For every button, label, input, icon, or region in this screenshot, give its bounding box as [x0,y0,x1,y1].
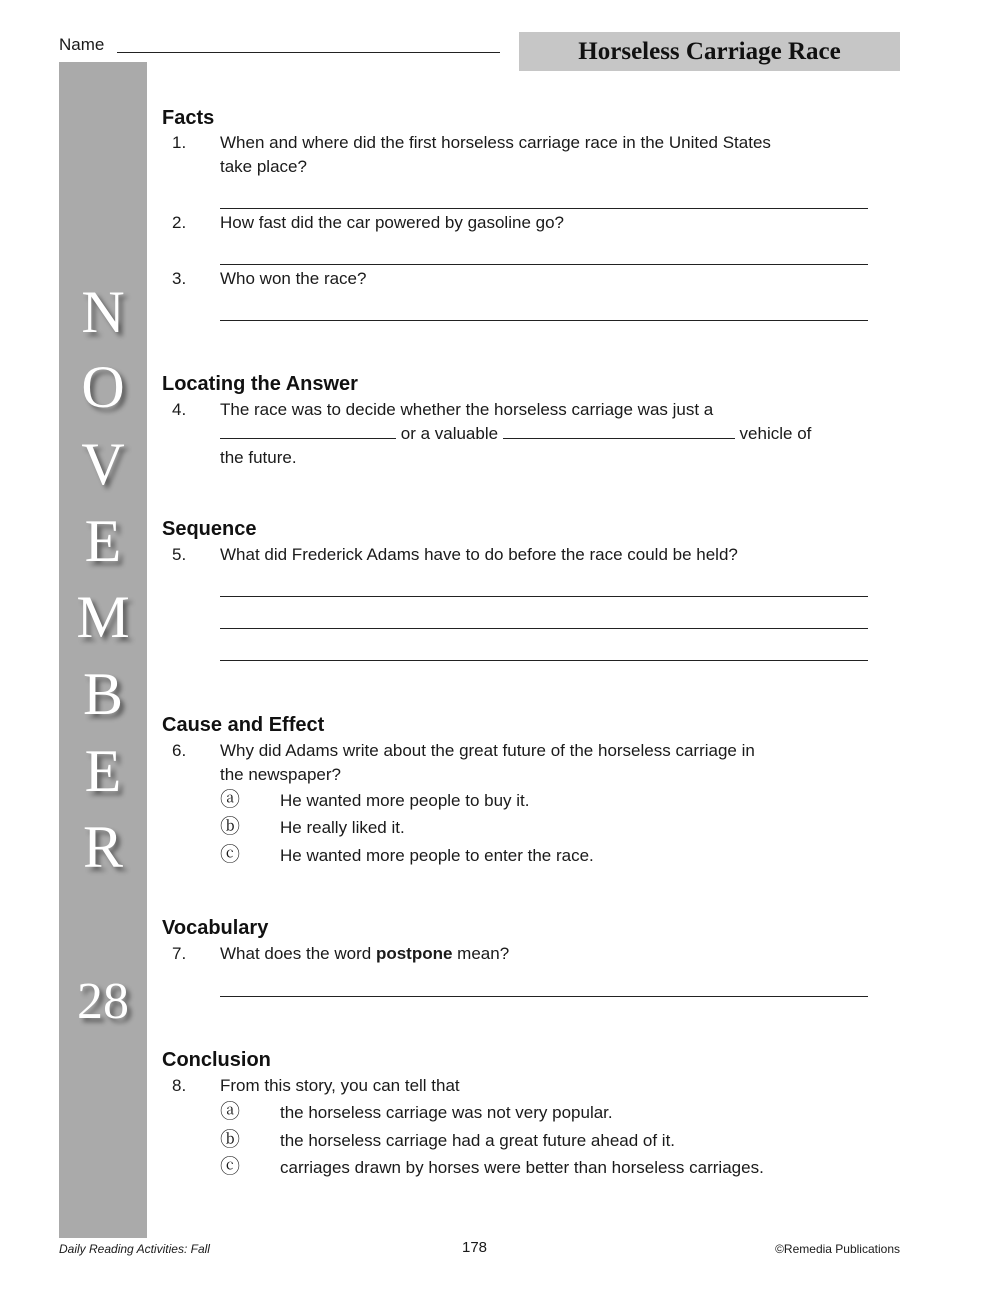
question-1-line-2: take place? [220,157,307,176]
name-label: Name [59,35,105,54]
answer-line-3[interactable] [220,320,868,321]
choice-a-text: He wanted more people to buy it. [280,791,530,810]
question-number: 1. [172,133,187,152]
question-6-line-1: Why did Adams write about the great future of the horseless carriage in [220,741,755,760]
choice-c-text: He wanted more people to enter the race. [280,846,594,865]
fill-in-blank-1[interactable] [220,422,396,439]
section-heading-locating: Locating the Answer [162,373,358,395]
choice-c-text: carriages drawn by horses were better than horseless carriages. [280,1158,764,1177]
page-number: 178 [462,1239,488,1256]
question-number: 2. [172,213,187,232]
section-heading-conclusion: Conclusion [162,1049,271,1071]
choice-b-circle[interactable]: ⓑ [220,1129,240,1151]
question-7-before: What does the word [220,944,372,963]
choice-c-circle[interactable]: ⓒ [220,844,240,866]
question-number: 8. [172,1076,187,1095]
question-4-end: vehicle of [739,424,812,443]
choice-a-circle[interactable]: ⓐ [220,789,240,811]
question-8-text: From this story, you can tell that [220,1076,460,1095]
day-number: 28 [77,973,129,1030]
choice-b-text: the horseless carriage had a great future ahead of it. [280,1131,676,1150]
fill-in-blank-2[interactable] [503,422,735,439]
answer-line-1[interactable] [220,208,868,209]
section-heading-facts: Facts [162,107,215,129]
month-letter-b: B [82,661,124,727]
choice-b-text: He really liked it. [280,818,405,837]
question-5-text: What did Frederick Adams have to do before the race could be held? [220,545,738,564]
vocabulary-word: postpone [375,944,453,963]
month-letter-n: N [81,279,125,345]
footer-book-title: Daily Reading Activities: Fall [59,1242,210,1256]
answer-line-7[interactable] [220,996,868,997]
section-heading-cause-effect: Cause and Effect [162,714,325,736]
choice-a-text: the horseless carriage was not very popular. [280,1103,613,1122]
question-number: 4. [172,400,187,419]
question-6-line-2: the newspaper? [220,765,341,784]
question-2-text: How fast did the car powered by gasoline go? [220,213,564,232]
question-7-after: mean? [457,944,510,963]
question-number: 6. [172,741,187,760]
question-number: 7. [172,944,187,963]
answer-line-5b[interactable] [220,628,868,629]
question-1-text [220,131,771,179]
month-letter-o: O [81,354,125,420]
question-4-middle: or a valuable [400,424,499,443]
answer-line-2[interactable] [220,264,868,265]
question-number: 3. [172,269,187,288]
question-1-line-1: When and where did the first horseless carriage race in the United States [220,133,771,152]
month-sidebar [59,62,147,1238]
answer-line-5a[interactable] [220,596,868,597]
month-letter-e2: E [84,738,122,804]
month-letter-m: M [76,584,130,650]
question-6-text [220,739,755,787]
name-field-line[interactable] [117,52,500,53]
question-4-line-3: the future. [220,448,297,467]
section-heading-sequence: Sequence [162,518,257,540]
footer-publisher: ©Remedia Publications [775,1242,900,1256]
page-title: Horseless Carriage Race [519,32,900,71]
question-number: 5. [172,545,187,564]
question-4-line-1: The race was to decide whether the horseless carriage was just a [220,400,714,419]
question-7-text [220,942,509,966]
month-letter-v: V [81,431,125,497]
answer-line-5c[interactable] [220,660,868,661]
question-4-line-2 [220,422,811,446]
choice-c-circle[interactable]: ⓒ [220,1156,240,1178]
choice-b-circle[interactable]: ⓑ [220,816,240,838]
choice-a-circle[interactable]: ⓐ [220,1101,240,1123]
month-letter-e: E [84,508,122,574]
section-heading-vocabulary: Vocabulary [162,917,269,939]
month-letter-r: R [82,814,124,880]
question-4-text [220,398,811,470]
question-3-text: Who won the race? [220,269,367,288]
